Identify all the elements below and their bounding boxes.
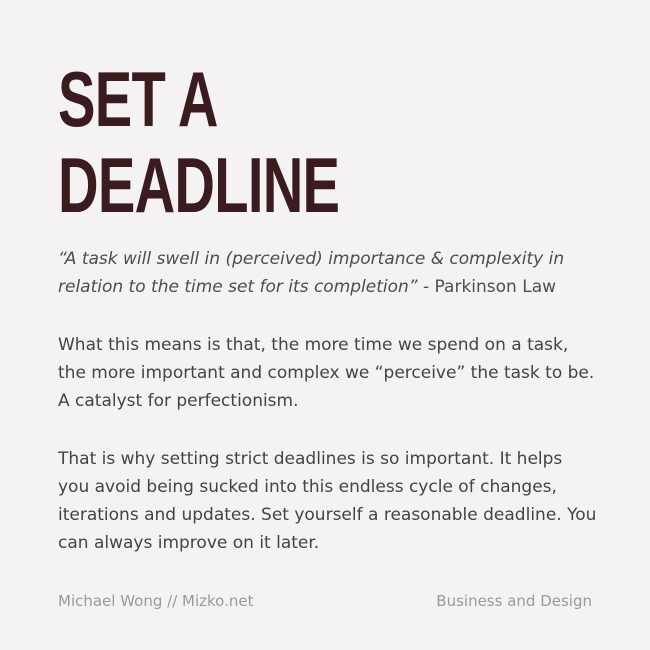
body-paragraph-1: What this means is that, the more time we spend on a task, the more important and complex we “perceive” the task to be. A catalyst for perfectionism. (58, 335, 595, 411)
quote-attribution: - Parkinson Law (417, 277, 557, 297)
footer-category: Business and Design (436, 592, 592, 610)
body-paragraph-2: That is why setting strict deadlines is so important. It helps you avoid being sucked into this endless cycle of changes, iterations and updates. Set yourself a reasonable deadline. You can always improve on it later. (58, 449, 597, 553)
title-line-1: SET A (58, 55, 218, 143)
footer-author: Michael Wong // Mizko.net (58, 592, 254, 610)
quote-block (58, 245, 598, 301)
title-line-2: DEADLINE (58, 141, 340, 229)
quote-text: “A task will swell in (perceived) importance & complexity in relation to the time set for its completion” (58, 249, 565, 297)
page-title (58, 56, 339, 228)
